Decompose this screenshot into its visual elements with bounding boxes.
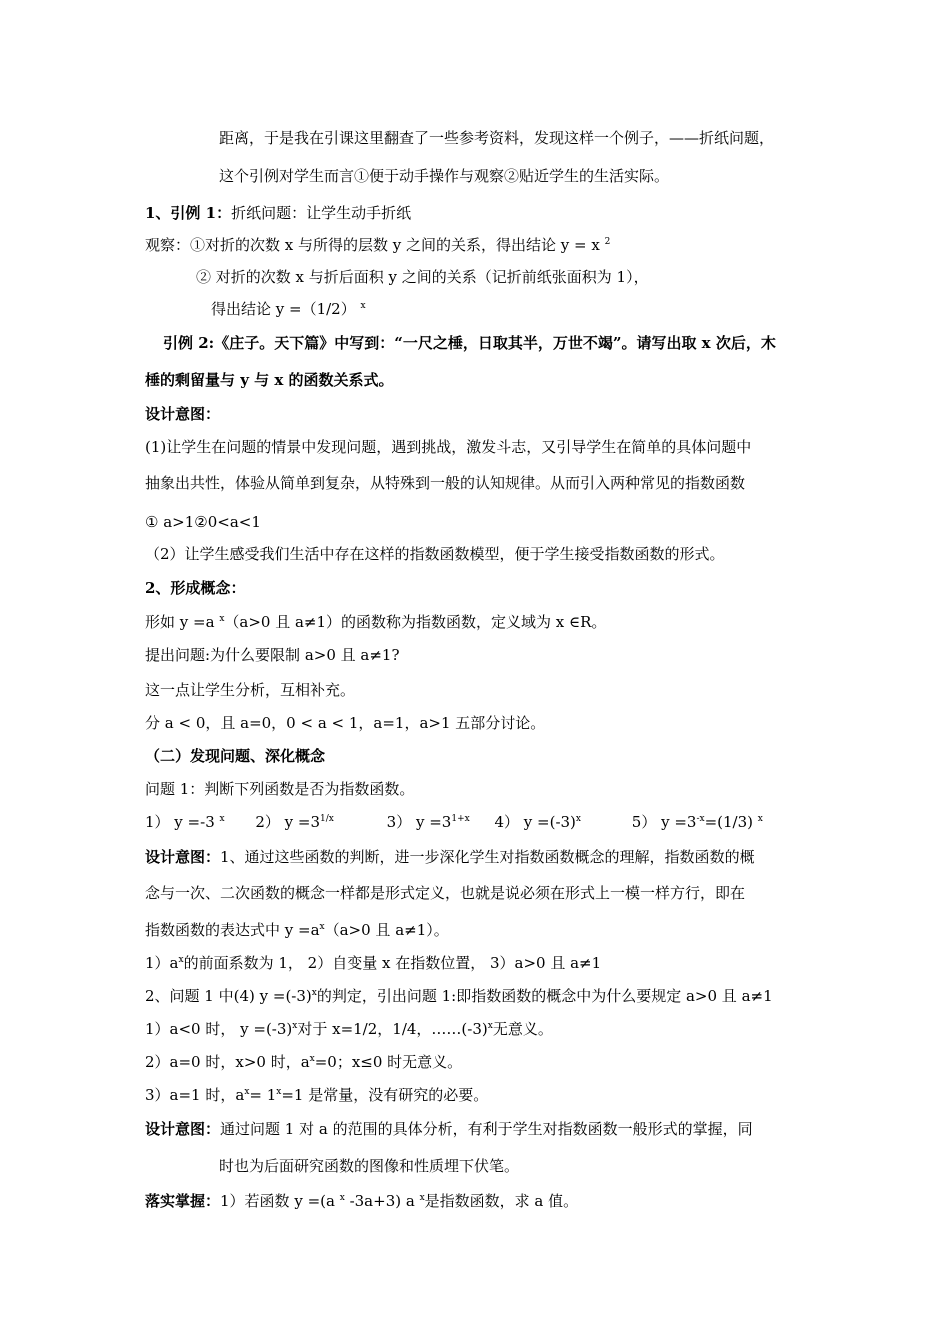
observe-item-1: 观察：①对折的次数 x 与所得的层数 y 之间的关系，得出结论 y = x $^2$	[145, 236, 611, 254]
function-list	[145, 812, 763, 832]
concept-definition: 形如 y =a $^x$（a>0 且 a≠1）的函数称为指数函数，定义域为 x ∈R。	[145, 613, 607, 631]
function-1: 1） y =-3 $^x$	[145, 813, 225, 831]
observe-item-2: ② 对折的次数 x 与折后面积 y 之间的关系（记折前纸张面积为 1），	[196, 268, 649, 286]
design-1-para-2: （2）让学生感受我们生活中存在这样的指数函数模型，便于学生接受指数函数的形式。	[145, 545, 725, 563]
design-1-para-1-line-2: 抽象出共性，体验从简单到复杂，从特殊到一般的认知规律。从而引入两种常见的指数函数	[145, 474, 746, 492]
intro-line-1: 距离，于是我在引课这里翻查了一些参考资料，发现这样一个例子，——折纸问题，	[219, 129, 775, 147]
design-2-line-2: 念与一次、二次函数的概念一样都是形式定义，也就是说必须在形式上一模一样方行，即在	[145, 884, 746, 902]
design-2-line-8: 3）a=1 时，$a^x= 1^x=1$ 是常量，没有研究的必要。	[145, 1086, 489, 1104]
concept-analyze: 这一点让学生分析，互相补充。	[145, 681, 356, 699]
function-5: 5） $y =3^{-x}=(1/3)$ $^x$	[631, 813, 763, 831]
example-1-text: 折纸问题：让学生动手折纸	[231, 204, 412, 222]
design-2-line-3: 指数函数的表达式中 $y =a^x(a>0$ 且 a≠1）。	[145, 921, 449, 939]
example-1-heading: 1、引例 1：	[145, 204, 232, 222]
design-3-line-1: 设计意图：通过问题 1 对 a 的范围的具体分析，有利于学生对指数函数一般形式的掌握，同	[145, 1120, 753, 1138]
example-2-line-1: 引例 2:《庄子。天下篇》中写到：“一尺之棰，日取其半，万世不竭”。请写出取 x 次后，木	[163, 334, 776, 352]
example-2-line-2: 棰的剩留量与 y 与 x 的函数关系式。	[145, 371, 394, 389]
function-3: 3） $y =3^{1+x}$	[386, 813, 470, 831]
observe-item-2-conclusion: 得出结论 y =（1/2） $^x$	[211, 300, 366, 318]
concept-heading: 2、形成概念：	[145, 579, 246, 597]
design-2-line-5: 2、问题 1 中(4) $y =(-3)^x$的判定，引出问题 1:即指数函数的概念中为什么要规定 a>0 且 a≠1	[145, 987, 773, 1005]
example-1	[145, 203, 411, 223]
design-3-line-2: 时也为后面研究函数的图像和性质埋下伏笔。	[219, 1157, 520, 1175]
practice-heading: 落实掌握：	[145, 1192, 221, 1210]
design-2-line-6: 1）a<0 时， $y =(-3)^x$对于 x=1/2，1/4，$\dots\dots(-3)^x$无意义。	[145, 1020, 553, 1038]
design-intent-heading-2: 设计意图：	[145, 848, 221, 866]
section-2-heading: （二）发现问题、深化概念	[145, 747, 326, 765]
design-intent-heading-3: 设计意图：	[145, 1120, 221, 1138]
problem-1: 问题 1：判断下列函数是否为指数函数。	[145, 780, 415, 798]
concept-discuss: 分 a < 0，且 a=0，0 < a < 1，a=1，a>1 五部分讨论。	[145, 714, 546, 732]
observe-label: 观察：	[145, 236, 191, 254]
design-2-line-7: 2）a=0 时，x>0 时，$a^x=0$；x≤0 时无意义。	[145, 1053, 463, 1071]
intro-line-2: 这个引例对学生而言①便于动手操作与观察②贴近学生的生活实际。	[219, 167, 670, 185]
design-intent-heading-1: 设计意图：	[145, 405, 221, 423]
design-2-line-4: $1)a^x$的前面系数为 1， 2）自变量 x 在指数位置， 3）a>0 且 a≠1	[145, 954, 602, 972]
concept-question: 提出问题:为什么要限制 a>0 且 a≠1?	[145, 646, 400, 664]
design-1-para-1-line-3: ① a>1②0<a<1	[145, 513, 261, 531]
practice-line: 落实掌握：1）若函数 y =(a $^x$ -3a+3) a $^x$是指数函数，求 a 值。	[145, 1192, 579, 1210]
design-2-line-1: 设计意图：1、通过这些函数的判断，进一步深化学生对指数函数概念的理解，指数函数的概	[145, 848, 755, 866]
function-4: 4） $y =(-3)^x$	[494, 813, 581, 831]
function-2: 2） $y =3^{1/x}$	[255, 813, 334, 831]
design-1-para-1-line-1: (1)让学生在问题的情景中发现问题，遇到挑战，激发斗志，又引导学生在简单的具体问题中	[145, 438, 752, 456]
